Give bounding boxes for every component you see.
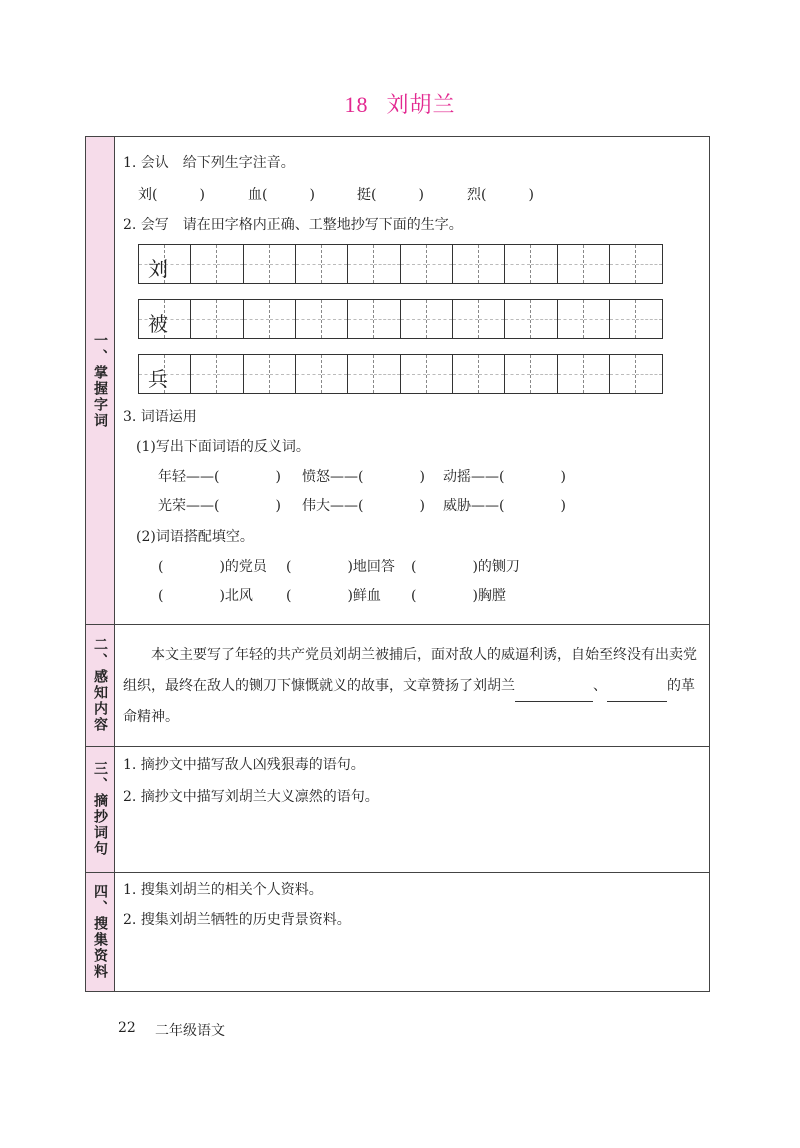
grid-cell[interactable] bbox=[296, 355, 322, 393]
grid-cell[interactable] bbox=[322, 300, 348, 338]
match-2[interactable]: ( )地回答 bbox=[286, 559, 395, 575]
grid-cell[interactable] bbox=[401, 300, 427, 338]
antonym-5[interactable]: 伟大——( ) bbox=[302, 498, 425, 514]
grid-char-3: 兵 bbox=[148, 367, 168, 391]
page-number: 22 bbox=[118, 1020, 136, 1036]
footer-text: 二年级语文 bbox=[155, 1023, 225, 1039]
grid-cell[interactable] bbox=[558, 355, 584, 393]
grid-cell[interactable] bbox=[401, 245, 427, 283]
grid-cell[interactable] bbox=[453, 245, 479, 283]
pinyin-item-4[interactable]: 烈( ) bbox=[467, 187, 534, 203]
grid-cell[interactable] bbox=[348, 355, 374, 393]
grid-cell[interactable] bbox=[427, 300, 453, 338]
grid-cell[interactable] bbox=[505, 300, 531, 338]
antonym-1[interactable]: 年轻——( ) bbox=[158, 469, 281, 485]
grid-cell[interactable] bbox=[531, 245, 557, 283]
grid-cell[interactable] bbox=[479, 355, 505, 393]
grid-cell[interactable] bbox=[374, 245, 400, 283]
match-4[interactable]: ( )北风 bbox=[158, 588, 253, 604]
grid-cell[interactable] bbox=[348, 300, 374, 338]
writing-grid-row-1[interactable] bbox=[138, 244, 663, 284]
summary-paragraph: 本文主要写了年轻的共产党员刘胡兰被捕后，面对敌人的威逼利诱，自始至终没有出卖党组织，最终在敌人的铡刀下慷慨就义的故事，文章赞扬了刘胡兰 、 的革命精神。 bbox=[123, 647, 697, 725]
grid-cell[interactable] bbox=[217, 245, 243, 283]
grid-cell[interactable] bbox=[296, 300, 322, 338]
grid-cell[interactable] bbox=[374, 355, 400, 393]
grid-char-2: 被 bbox=[148, 312, 168, 336]
q3-sub2: (2)词语搭配填空。 bbox=[136, 529, 254, 545]
grid-cell[interactable] bbox=[584, 355, 610, 393]
grid-cell[interactable] bbox=[610, 355, 636, 393]
excerpt-item-2: 2. 摘抄文中描写刘胡兰大义凛然的语句。 bbox=[123, 789, 379, 805]
writing-grid-row-2[interactable] bbox=[138, 299, 663, 339]
lesson-number: 18 bbox=[344, 92, 369, 117]
grid-cell[interactable] bbox=[636, 245, 662, 283]
grid-cell[interactable] bbox=[636, 355, 662, 393]
grid-cell[interactable] bbox=[270, 245, 296, 283]
grid-cell[interactable] bbox=[217, 300, 243, 338]
grid-cell[interactable] bbox=[636, 300, 662, 338]
grid-cell[interactable] bbox=[322, 355, 348, 393]
pinyin-item-3[interactable]: 挺( ) bbox=[357, 187, 424, 203]
grid-cell[interactable] bbox=[270, 355, 296, 393]
grid-cell[interactable] bbox=[531, 300, 557, 338]
collect-item-2: 2. 搜集刘胡兰牺牲的历史背景资料。 bbox=[123, 912, 351, 928]
section-divider bbox=[86, 872, 709, 873]
grid-cell[interactable] bbox=[165, 245, 191, 283]
match-6[interactable]: ( )胸膛 bbox=[411, 588, 506, 604]
grid-cell[interactable] bbox=[453, 355, 479, 393]
grid-cell[interactable] bbox=[322, 245, 348, 283]
antonym-6[interactable]: 威胁——( ) bbox=[443, 498, 566, 514]
grid-cell[interactable] bbox=[427, 355, 453, 393]
section-divider bbox=[86, 746, 709, 747]
q2-title: 2. 会写 请在田字格内正确、工整地抄写下面的生字。 bbox=[123, 217, 463, 233]
section-label-2: 二、感知内容 bbox=[86, 624, 115, 746]
grid-cell[interactable] bbox=[348, 245, 374, 283]
grid-cell[interactable] bbox=[374, 300, 400, 338]
grid-cell[interactable] bbox=[610, 300, 636, 338]
section-label-1: 一、掌握字词 bbox=[86, 137, 115, 624]
collect-item-1: 1. 搜集刘胡兰的相关个人资料。 bbox=[123, 882, 323, 898]
grid-cell[interactable] bbox=[453, 300, 479, 338]
section-label-3: 三、摘抄词句 bbox=[86, 746, 115, 872]
section-divider bbox=[86, 624, 709, 625]
q1-title: 1. 会认 给下列生字注音。 bbox=[123, 155, 295, 171]
antonym-3[interactable]: 动摇——( ) bbox=[443, 469, 566, 485]
grid-cell[interactable] bbox=[217, 355, 243, 393]
pinyin-item-1[interactable]: 刘( ) bbox=[138, 187, 205, 203]
grid-cell[interactable] bbox=[296, 245, 322, 283]
writing-grid-row-3[interactable] bbox=[138, 354, 663, 394]
grid-cell[interactable] bbox=[479, 245, 505, 283]
blank-2[interactable] bbox=[607, 701, 667, 702]
grid-cell[interactable] bbox=[191, 300, 217, 338]
antonym-4[interactable]: 光荣——( ) bbox=[158, 498, 281, 514]
section-label-4: 四、搜集资料 bbox=[86, 872, 115, 991]
grid-cell[interactable] bbox=[479, 300, 505, 338]
lesson-title: 刘胡兰 bbox=[386, 93, 456, 118]
grid-cell[interactable] bbox=[584, 245, 610, 283]
grid-cell[interactable] bbox=[558, 300, 584, 338]
grid-cell[interactable] bbox=[165, 300, 191, 338]
blank-1[interactable] bbox=[515, 701, 593, 702]
grid-cell[interactable] bbox=[584, 300, 610, 338]
grid-cell[interactable] bbox=[244, 300, 270, 338]
grid-cell[interactable] bbox=[165, 355, 191, 393]
grid-cell[interactable] bbox=[610, 245, 636, 283]
grid-cell[interactable] bbox=[427, 245, 453, 283]
match-5[interactable]: ( )鲜血 bbox=[286, 588, 381, 604]
grid-cell[interactable] bbox=[558, 245, 584, 283]
grid-cell[interactable] bbox=[191, 245, 217, 283]
grid-cell[interactable] bbox=[401, 355, 427, 393]
grid-cell[interactable] bbox=[244, 245, 270, 283]
grid-cell[interactable] bbox=[531, 355, 557, 393]
excerpt-item-1: 1. 摘抄文中描写敌人凶残狠毒的语句。 bbox=[123, 757, 365, 773]
match-1[interactable]: ( )的党员 bbox=[158, 559, 267, 575]
grid-cell[interactable] bbox=[270, 300, 296, 338]
antonym-2[interactable]: 愤怒——( ) bbox=[302, 469, 425, 485]
grid-cell[interactable] bbox=[244, 355, 270, 393]
grid-char-1: 刘 bbox=[148, 257, 168, 281]
q3-sub1: (1)写出下面词语的反义词。 bbox=[136, 439, 310, 455]
pinyin-item-2[interactable]: 血( ) bbox=[248, 187, 315, 203]
q3-title: 3. 词语运用 bbox=[123, 409, 197, 425]
page-title bbox=[0, 88, 800, 119]
grid-cell[interactable] bbox=[191, 355, 217, 393]
grid-cell[interactable] bbox=[505, 245, 531, 283]
grid-cell[interactable] bbox=[505, 355, 531, 393]
match-3[interactable]: ( )的铡刀 bbox=[411, 559, 520, 575]
